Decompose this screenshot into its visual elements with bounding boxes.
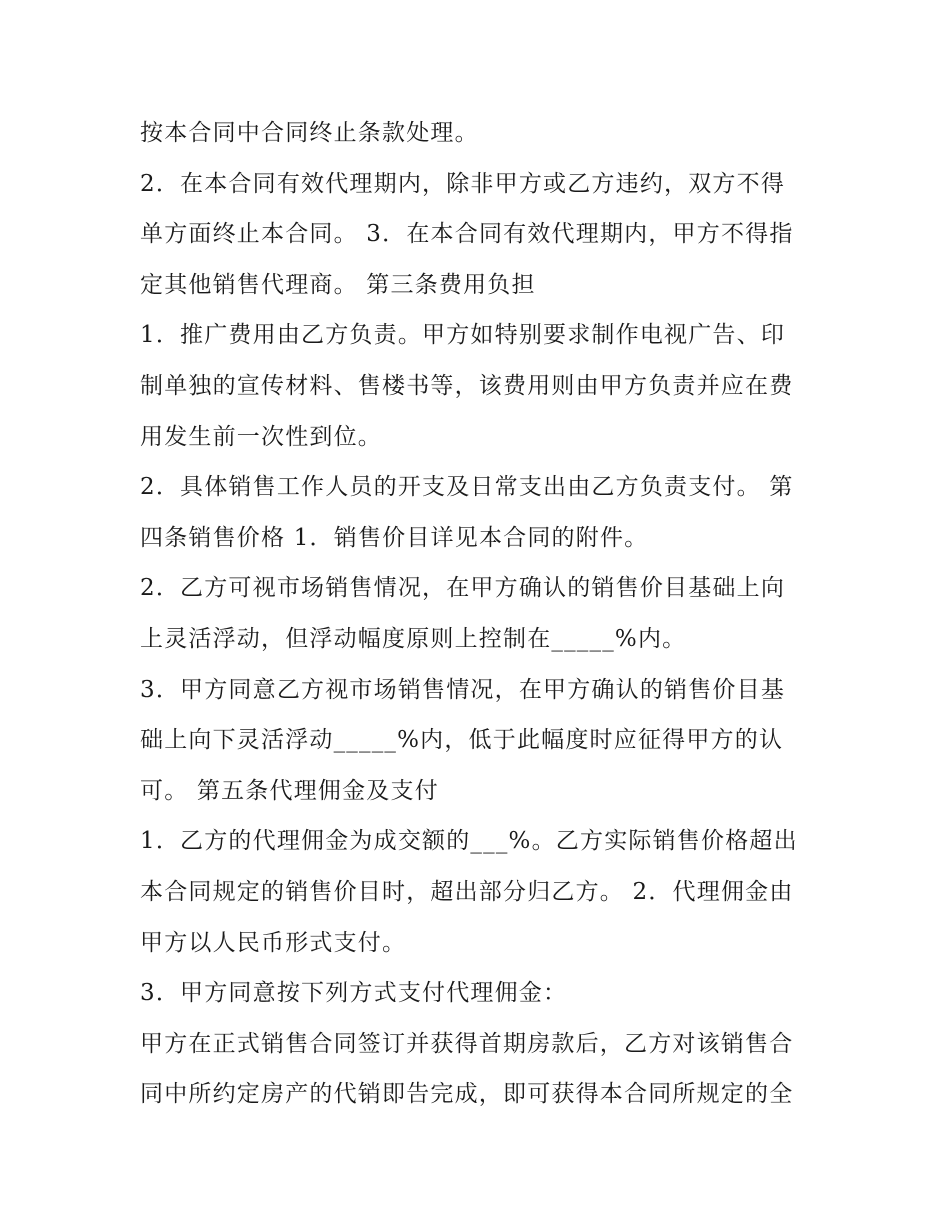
text-line-6: 制单独的宣传材料、售楼书等，该费用则由甲方负责并应在费	[140, 372, 794, 399]
text-line-17: 甲方以人民币形式支付。	[140, 929, 407, 956]
text-line-14: 可。 第五条代理佣金及支付	[140, 777, 439, 804]
text-line-4: 定其他销售代理商。 第三条费用负担	[140, 271, 536, 298]
text-line-5: 1．推广费用由乙方负责。甲方如特别要求制作电视广告、印	[140, 322, 786, 349]
text-line-12: 3．甲方同意乙方视市场销售情况，在甲方确认的销售价目基	[140, 676, 786, 703]
text-line-16: 本合同规定的销售价目时，超出部分归乙方。 2．代理佣金由	[140, 878, 794, 905]
text-line-20: 同中所约定房产的代销即告完成，即可获得本合同所规定的全	[140, 1081, 794, 1108]
text-line-8: 2．具体销售工作人员的开支及日常支出由乙方负责支付。 第	[140, 474, 794, 501]
text-line-3: 单方面终止本合同。 3．在本合同有效代理期内，甲方不得指	[140, 221, 794, 248]
text-line-9: 四条销售价格 1．销售价目详见本合同的附件。	[140, 524, 649, 551]
text-line-1: 按本合同中合同终止条款处理。	[140, 120, 479, 146]
text-line-10: 2．乙方可视市场销售情况，在甲方确认的销售价目基础上向	[140, 575, 786, 602]
text-line-2: 2．在本合同有效代理期内，除非甲方或乙方违约，双方不得	[140, 170, 786, 197]
document-page	[140, 108, 820, 1120]
text-line-7: 用发生前一次性到位。	[140, 423, 382, 450]
text-line-15: 1．乙方的代理佣金为成交额的___%。乙方实际销售价格超出	[140, 828, 798, 855]
text-line-19: 甲方在正式销售合同签订并获得首期房款后，乙方对该销售合	[140, 1030, 794, 1057]
text-line-18: 3．甲方同意按下列方式支付代理佣金：	[140, 980, 568, 1007]
text-line-13: 础上向下灵活浮动_____%内，低于此幅度时应征得甲方的认	[140, 727, 784, 754]
text-line-11: 上灵活浮动，但浮动幅度原则上控制在_____%内。	[140, 625, 687, 652]
